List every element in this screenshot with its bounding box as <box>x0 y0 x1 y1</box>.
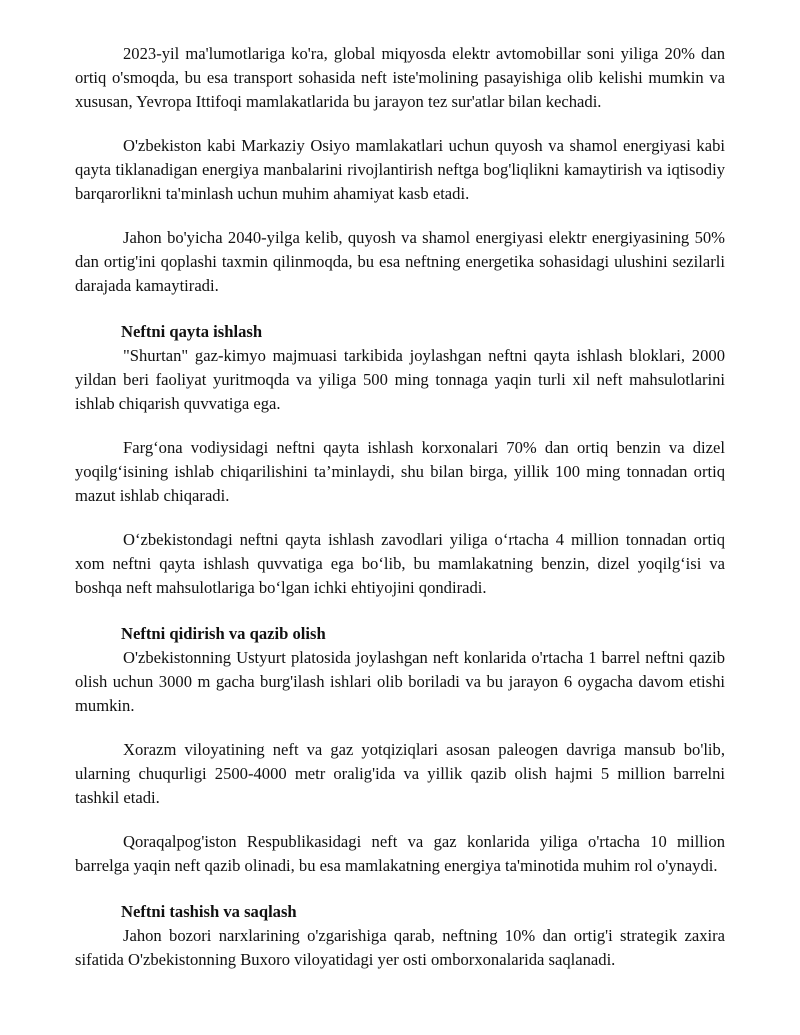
paragraph-renewables-central-asia: O'zbekiston kabi Markaziy Osiyo mamlakatlari uchun quyosh va shamol energiyasi kabi qayta tiklanadigan energiya manbalarini rivojlantirish neftga bog'liqlikni kamaytirish va iqtisodiy barqarorlikni ta'minlash uchun muhim ahamiyat kasb etadi. <box>75 136 725 203</box>
paragraph-renewables-2040: Jahon bo'yicha 2040-yilga kelib, quyosh va shamol energiyasi elektr energiyasining 50% dan ortig'ini qoplashi taxmin qilinmoqda, bu esa neftning energetika sohasidagi ulushini sezilarli darajada kamaytiradi. <box>75 228 725 295</box>
heading-extraction: Neftni qidirish va qazib olish <box>121 624 326 643</box>
paragraph-shurtan: "Shurtan" gaz-kimyo majmuasi tarkibida joylashgan neftni qayta ishlash bloklari, 2000 yildan beri faoliyat yuritmoqda va yiliga 500 ming tonnaga yaqin turli xil neft mahsulotlarini ishlab chiqarish quvvatiga ega. <box>75 346 725 413</box>
heading-refining: Neftni qayta ishlash <box>121 322 263 341</box>
document-page <box>75 42 725 972</box>
heading-transport-storage: Neftni tashish va saqlash <box>121 902 297 921</box>
paragraph-fergana: Farg‘ona vodiysidagi neftni qayta ishlash korxonalari 70% dan ortiq benzin va dizel yoqilg‘isining ishlab chiqarilishini ta’minlaydi, shu bilan birga, yillik 100 ming tonnadan ortiq mazut ishlab chiqaradi. <box>75 438 725 505</box>
paragraph-strategic-reserve: Jahon bozori narxlarining o'zgarishiga qarab, neftning 10% dan ortig'i strategik zaxira sifatida O'zbekistonning Buxoro viloyatidagi yer osti omborxonalarida saqlanadi. <box>75 926 725 969</box>
paragraph-khorezm: Xorazm viloyatining neft va gaz yotqiziqlari asosan paleogen davriga mansub bo'lib, ularning chuqurligi 2500-4000 metr oralig'ida va yillik qazib olish hajmi 5 million barrelni tashkil etadi. <box>75 740 725 807</box>
paragraph-ev-growth: 2023-yil ma'lumotlariga ko'ra, global miqyosda elektr avtomobillar soni yiliga 20% dan ortiq o'smoqda, bu esa transport sohasida neft iste'molining pasayishiga olib kelishi mumkin va xususan, Yevropa Ittifoqi mamlakatlarida bu jarayon tez sur'atlar bilan kechadi. <box>75 44 725 111</box>
paragraph-ustyurt: O'zbekistonning Ustyurt platosida joylashgan neft konlarida o'rtacha 1 barrel neftni qazib olish uchun 3000 m gacha burg'ilash ishlari olib boriladi va bu jarayon 6 oygacha davom etishi mumkin. <box>75 648 725 715</box>
paragraph-refineries-capacity: O‘zbekistondagi neftni qayta ishlash zavodlari yiliga o‘rtacha 4 million tonnadan ortiq xom neftni qayta ishlash quvvatiga ega bo‘lib, bu mamlakatning benzin, dizel yoqilg‘isi va boshqa neft mahsulotlariga bo‘lgan ichki ehtiyojini qondiradi. <box>75 530 725 597</box>
paragraph-karakalpakstan: Qoraqalpog'iston Respublikasidagi neft va gaz konlarida yiliga o'rtacha 10 million barrelga yaqin neft qazib olinadi, bu esa mamlakatning energiya ta'minotida muhim rol o'ynaydi. <box>75 832 725 875</box>
